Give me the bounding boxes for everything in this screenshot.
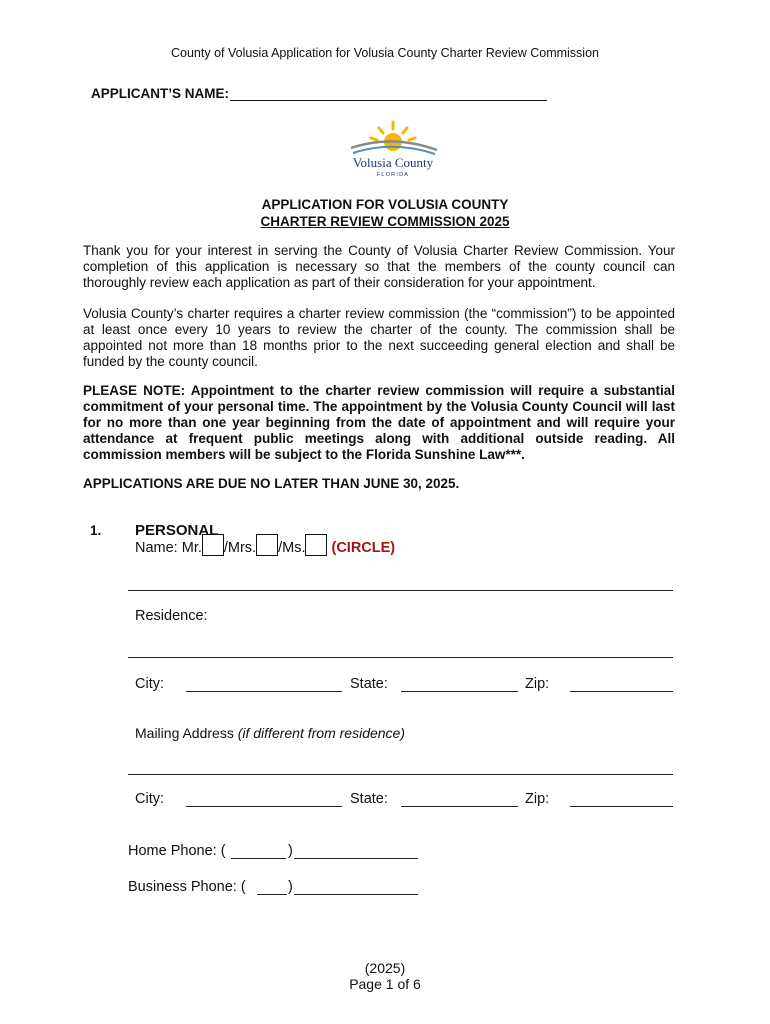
due-date-notice: APPLICATIONS ARE DUE NO LATER THAN JUNE 30, 2025. — [83, 476, 460, 491]
applicant-name-field[interactable] — [230, 100, 547, 101]
name-field-line[interactable] — [128, 590, 673, 591]
mailing-state-label: State: — [350, 791, 388, 807]
ms-label: /Ms. — [278, 540, 306, 556]
name-title-row — [135, 540, 395, 556]
circle-instruction: (CIRCLE) — [331, 540, 396, 556]
mailing-zip-field-line[interactable] — [570, 806, 673, 807]
mailing-state-field-line[interactable] — [401, 806, 518, 807]
mailing-note: (if different from residence) — [237, 725, 406, 741]
mailing-city-label: City: — [135, 791, 164, 807]
charter-paragraph: Volusia County’s charter requires a charter review commission (the “commission”) to be appointed at least once every 10 years to review the charter of the county. The commission shall be appointed not more than 18 months prior to the next succeeding general election and shall be funded by the county council. — [83, 306, 675, 369]
page-header: County of Volusia Application for Volusia County Charter Review Commission — [171, 46, 599, 60]
mailing-address-field-line[interactable] — [128, 774, 673, 775]
mailing-address-label — [135, 725, 405, 741]
zip-label: Zip: — [525, 676, 550, 692]
title-line-2: CHARTER REVIEW COMMISSION 2025 — [260, 214, 510, 229]
page-number: Page 1 of 6 — [349, 976, 421, 992]
mrs-checkbox[interactable] — [256, 534, 278, 556]
home-phone-area-code-line[interactable] — [231, 858, 286, 859]
sun-icon — [351, 122, 437, 154]
residence-label: Residence: — [135, 608, 208, 624]
applicant-name-label: APPLICANT’S NAME: — [91, 86, 229, 101]
section-title: PERSONAL — [135, 522, 219, 539]
business-phone-area-code-line[interactable] — [257, 894, 287, 895]
document-title — [0, 196, 770, 230]
volusia-county-logo — [343, 120, 443, 178]
mailing-label: Mailing Address — [135, 725, 234, 741]
footer-year: (2025) — [364, 960, 406, 976]
note-paragraph: PLEASE NOTE: Appointment to the charter review commission will require a substantial commitment of your personal time. The appointment by the Volusia County Council will last for no more than one year beginning from the date of appointment and will require your attendance at frequent public meetings along with additional outside reading. All commission members will be subject to the Florida Sunshine Law***. — [83, 383, 675, 462]
zip-field-line[interactable] — [570, 691, 673, 692]
residence-field-line[interactable] — [128, 657, 673, 658]
home-phone-label: Home Phone: ( — [128, 843, 226, 859]
business-phone-number-line[interactable] — [294, 894, 418, 895]
home-phone-number-line[interactable] — [294, 858, 418, 859]
section-number: 1. — [90, 523, 102, 538]
state-label: State: — [350, 676, 388, 692]
page-footer — [0, 960, 770, 992]
mr-checkbox[interactable] — [202, 534, 224, 556]
home-phone-paren: ) — [288, 843, 293, 859]
logo-sub: FLORIDA — [376, 172, 410, 178]
mailing-city-field-line[interactable] — [186, 806, 342, 807]
logo-name: Volusia County — [352, 155, 434, 170]
business-phone-label: Business Phone: ( — [128, 879, 246, 895]
title-line-1: APPLICATION FOR VOLUSIA COUNTY — [261, 197, 509, 212]
ms-checkbox[interactable] — [305, 534, 327, 556]
city-field-line[interactable] — [186, 691, 342, 692]
mailing-zip-label: Zip: — [525, 791, 550, 807]
mrs-label: /Mrs. — [223, 540, 257, 556]
name-label: Name: Mr. — [135, 540, 202, 556]
state-field-line[interactable] — [401, 691, 518, 692]
business-phone-paren: ) — [288, 879, 293, 895]
city-label: City: — [135, 676, 164, 692]
intro-paragraph: Thank you for your interest in serving the County of Volusia Charter Review Commission. Your completion of this application is necessary so that the members of the county council can thoroughly review each application as part of their consideration for your appointment. — [83, 243, 675, 290]
